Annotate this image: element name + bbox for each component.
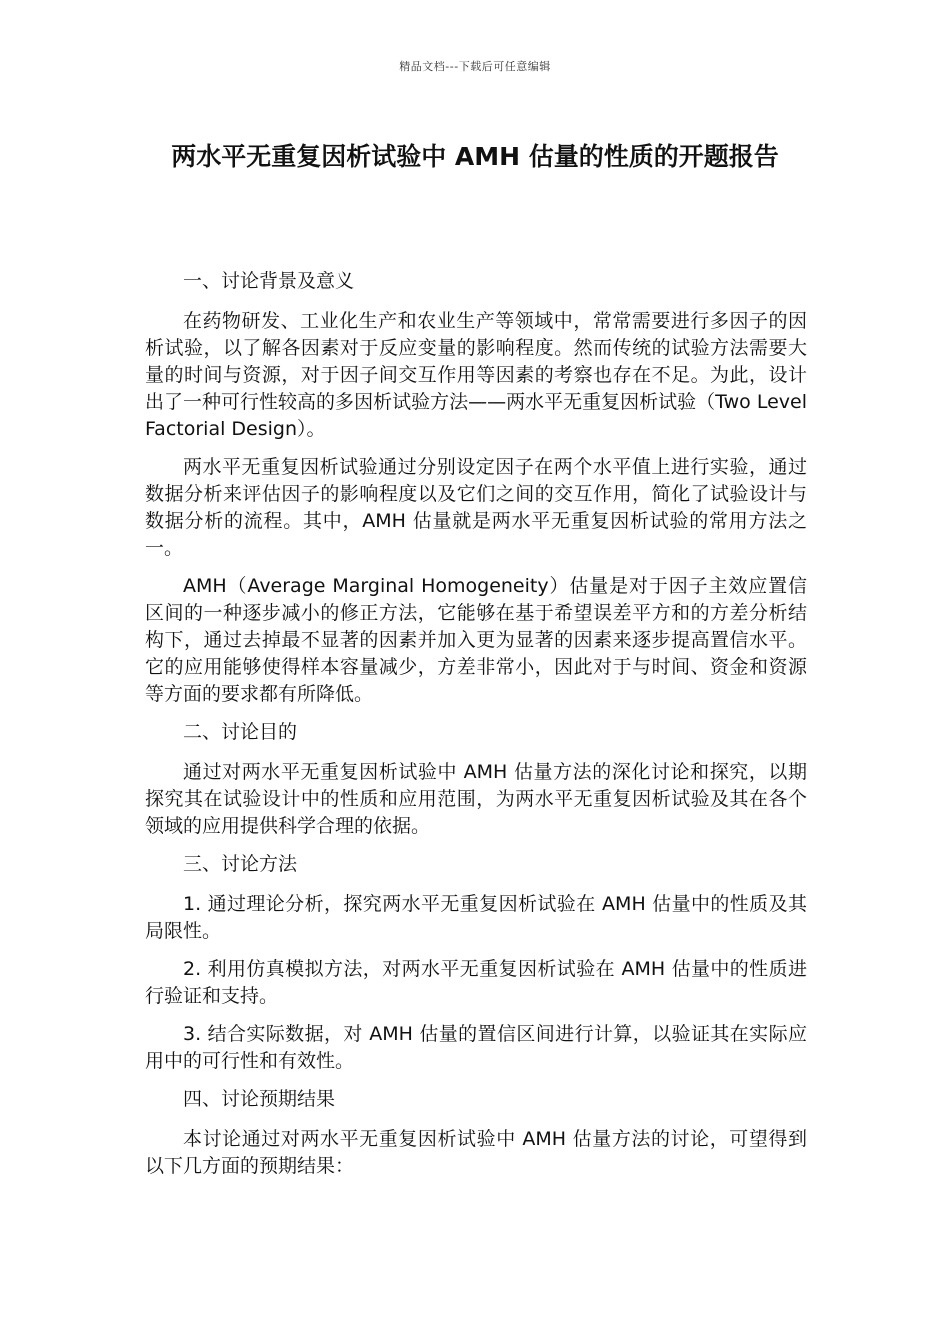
paragraph: 在药物研发、工业化生产和农业生产等领域中，常常需要进行多因子的因析试验，以了解各因素对于反应变量的影响程度。然而传统的试验方法需要大量的时间与资源，对于因子间交互作用等因素的考察也存在不足。为此，设计出了一种可行性较高的多因析试验方法——两水平无重复因析试验（Two Level Factorial Design）。 [145, 310, 807, 440]
document-title: 两水平无重复因析试验中 AMH 估量的性质的开题报告 [171, 142, 779, 171]
document-body [145, 268, 807, 1191]
page-header-watermark: 精品文档---下载后可任意编辑 [399, 60, 551, 73]
paragraph: 两水平无重复因析试验通过分别设定因子在两个水平值上进行实验，通过数据分析来评估因子的影响程度以及它们之间的交互作用，简化了试验设计与数据分析的流程。其中，AMH 估量就是两水平无重复因析试验的常用方法之一。 [145, 456, 807, 559]
paragraph: 本讨论通过对两水平无重复因析试验中 AMH 估量方法的讨论，可望得到以下几方面的预期结果： [145, 1128, 807, 1177]
section-heading-expected-results: 四、讨论预期结果 [183, 1088, 336, 1110]
section-heading-method: 三、讨论方法 [183, 853, 298, 875]
section-heading-purpose: 二、讨论目的 [183, 721, 298, 743]
paragraph: 通过对两水平无重复因析试验中 AMH 估量方法的深化讨论和探究，以期探究其在试验设计中的性质和应用范围，为两水平无重复因析试验及其在各个领域的应用提供科学合理的依据。 [145, 761, 807, 837]
method-item-3: 3. 结合实际数据，对 AMH 估量的置信区间进行计算，以验证其在实际应用中的可行性和有效性。 [145, 1023, 807, 1072]
method-item-1: 1. 通过理论分析，探究两水平无重复因析试验在 AMH 估量中的性质及其局限性。 [145, 893, 807, 942]
section-heading-background: 一、讨论背景及意义 [183, 270, 355, 292]
method-item-2: 2. 利用仿真模拟方法，对两水平无重复因析试验在 AMH 估量中的性质进行验证和支持。 [145, 958, 807, 1007]
paragraph: AMH（Average Marginal Homogeneity）估量是对于因子主效应置信区间的一种逐步减小的修正方法，它能够在基于希望误差平方和的方差分析结构下，通过去掉最不显著的因素并加入更为显著的因素来逐步提高置信水平。它的应用能够使得样本容量减少，方差非常小，因此对于与时间、资金和资源等方面的要求都有所降低。 [145, 575, 807, 705]
